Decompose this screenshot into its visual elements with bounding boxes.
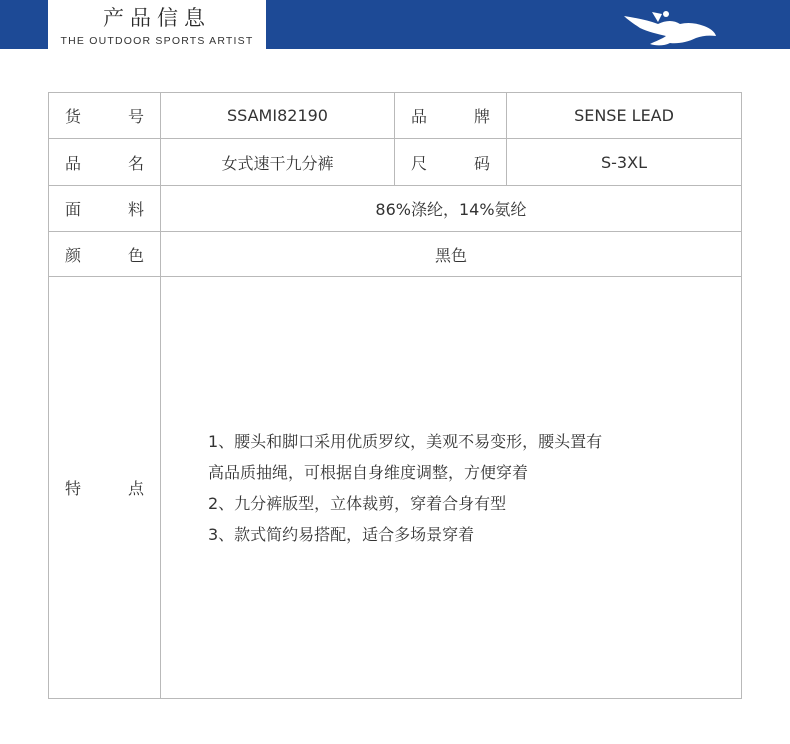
size-value: S-3XL: [507, 139, 742, 186]
fabric-label: 面 料: [49, 186, 161, 232]
feature-line: 3、款式简约易搭配，适合多场景穿着: [208, 524, 475, 544]
color-label: 颜 色: [49, 232, 161, 277]
product-name-label: 品 名: [49, 139, 161, 186]
leaping-figure-logo-icon: [622, 8, 718, 46]
page-title: 产品信息: [103, 6, 211, 30]
item-number-label: 货 号: [49, 93, 161, 139]
size-label: 尺 码: [395, 139, 507, 186]
header-title-box: [48, 0, 266, 49]
feature-line: 1、腰头和脚口采用优质罗纹，美观不易变形，腰头置有: [208, 431, 603, 451]
page-subtitle: THE OUTDOOR SPORTS ARTIST: [60, 35, 254, 47]
table-row: [49, 232, 742, 277]
banner-left-bar: [0, 0, 48, 49]
fabric-value: 86%涤纶，14%氨纶: [161, 186, 742, 232]
feature-line: 2、九分裤版型，立体裁剪，穿着合身有型: [208, 493, 507, 513]
brand-value: SENSE LEAD: [507, 93, 742, 139]
header-banner: [0, 0, 790, 50]
color-value: 黑色: [161, 232, 742, 277]
item-number-value: SSAMI82190: [161, 93, 395, 139]
table-row: [49, 139, 742, 186]
features-label: 特 点: [49, 277, 161, 699]
table-row: [49, 93, 742, 139]
brand-label: 品 牌: [395, 93, 507, 139]
product-name-value: 女式速干九分裤: [161, 139, 395, 186]
table-row: [49, 186, 742, 232]
product-info-table: [48, 92, 742, 699]
table-row: [49, 277, 742, 699]
feature-line: 高品质抽绳，可根据自身维度调整，方便穿着: [208, 462, 529, 482]
features-value: [161, 277, 742, 699]
